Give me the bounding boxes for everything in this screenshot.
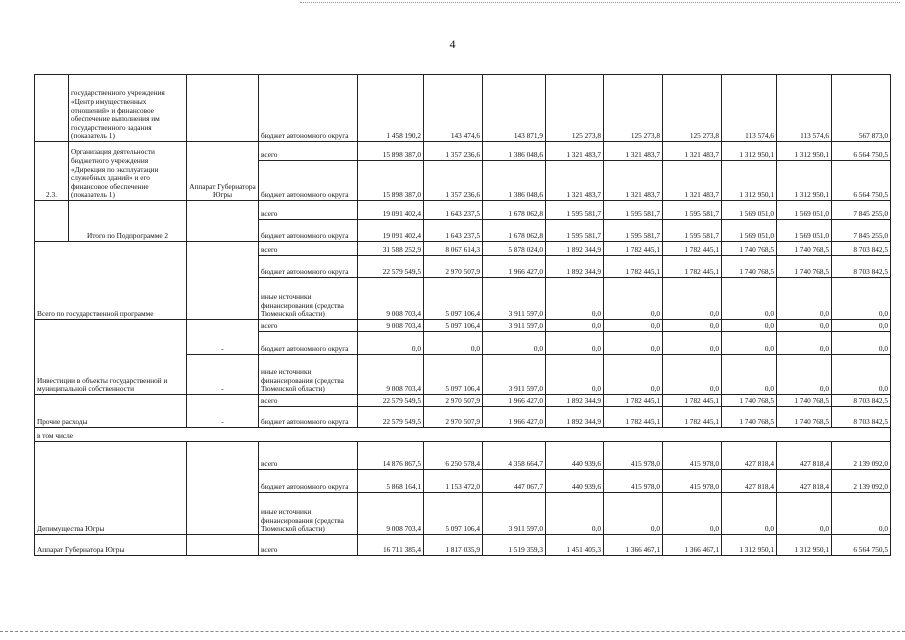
value-cell: 1 966 427,0	[483, 407, 546, 428]
value-cell: 1 740 768,5	[722, 256, 777, 278]
value-cell: 1 740 768,5	[722, 407, 777, 428]
value-cell: 440 939,6	[546, 442, 604, 470]
value-cell: 0,0	[546, 493, 604, 535]
value-cell: 1 366 467,1	[604, 535, 663, 556]
value-cell: 1 595 581,7	[604, 220, 663, 242]
value-cell: 0,0	[722, 355, 777, 395]
value-cell: 2 970 507,9	[424, 395, 483, 407]
value-cell: 143 871,9	[483, 75, 546, 142]
value-cell: 22 579 549,5	[358, 407, 424, 428]
table-row	[35, 442, 891, 470]
value-cell: 1 595 581,7	[663, 201, 722, 220]
value-cell: 1 678 062,8	[483, 220, 546, 242]
value-cell: 1 595 581,7	[663, 220, 722, 242]
value-cell: 0,0	[358, 332, 424, 355]
value-cell: 1 386 048,6	[483, 161, 546, 201]
value-cell: 2 139 092,0	[832, 470, 891, 493]
value-cell: 1 312 950,1	[777, 535, 832, 556]
value-cell: 1 357 236,6	[424, 161, 483, 201]
value-cell: 0,0	[722, 332, 777, 355]
value-cell: 5 097 106,4	[424, 493, 483, 535]
value-cell: 0,0	[722, 320, 777, 332]
value-cell: 4 358 664,7	[483, 442, 546, 470]
value-cell: 9 008 703,4	[358, 493, 424, 535]
value-cell: 0,0	[663, 355, 722, 395]
value-cell: 415 978,0	[663, 442, 722, 470]
value-cell: 1 643 237,5	[424, 220, 483, 242]
value-cell: 16 711 385,4	[358, 535, 424, 556]
value-cell: 1 595 581,7	[604, 201, 663, 220]
value-cell: 1 740 768,5	[777, 407, 832, 428]
funding-source: всего	[259, 201, 358, 220]
budget-table	[34, 74, 891, 556]
value-cell: 0,0	[604, 278, 663, 320]
row-code: 2.3.	[35, 142, 69, 201]
funding-source: бюджет автономного округа	[259, 470, 358, 493]
value-cell: 2 139 092,0	[832, 442, 891, 470]
value-cell: 1 643 237,5	[424, 201, 483, 220]
table-row	[35, 395, 891, 407]
value-cell: 0,0	[483, 332, 546, 355]
funding-source: всего	[259, 535, 358, 556]
value-cell: 8 703 842,5	[832, 407, 891, 428]
value-cell: 0,0	[777, 493, 832, 535]
value-cell: 3 911 597,0	[483, 355, 546, 395]
value-cell: 1 782 445,1	[663, 407, 722, 428]
table-row	[35, 142, 891, 161]
value-cell: 125 273,8	[604, 75, 663, 142]
value-cell: 0,0	[832, 493, 891, 535]
funding-source: бюджет автономного округа	[259, 332, 358, 355]
value-cell: 3 911 597,0	[483, 278, 546, 320]
executor-name: Аппарат Губернатора Югры	[187, 142, 259, 201]
value-cell: 0,0	[663, 320, 722, 332]
value-cell: 1 569 051,0	[777, 220, 832, 242]
value-cell: 1 569 051,0	[722, 220, 777, 242]
value-cell: 1 366 467,1	[663, 535, 722, 556]
value-cell: 0,0	[424, 332, 483, 355]
funding-source: бюджет автономного округа	[259, 220, 358, 242]
value-cell: 1 386 048,6	[483, 142, 546, 161]
value-cell: 5 878 024,0	[483, 242, 546, 256]
funding-source: иные источники финансирования (средства Тюменской области)	[259, 493, 358, 535]
value-cell: 6 564 750,5	[832, 142, 891, 161]
value-cell: 6 564 750,5	[832, 161, 891, 201]
table-row	[35, 428, 891, 442]
value-cell: 427 818,4	[722, 470, 777, 493]
value-cell: 1 321 483,7	[663, 161, 722, 201]
value-cell: 0,0	[777, 320, 832, 332]
value-cell: 113 574,6	[777, 75, 832, 142]
value-cell: 1 312 950,1	[722, 535, 777, 556]
table-row	[35, 242, 891, 256]
value-cell: 0,0	[546, 332, 604, 355]
funding-source: всего	[259, 142, 358, 161]
value-cell: 1 782 445,1	[604, 242, 663, 256]
value-cell: 9 008 703,4	[358, 278, 424, 320]
page-number: 4	[449, 37, 456, 51]
funding-source: бюджет автономного округа	[259, 407, 358, 428]
total-label: Всего по государственной программе	[35, 242, 187, 320]
value-cell: 125 273,8	[663, 75, 722, 142]
value-cell: 0,0	[832, 278, 891, 320]
investments-label: Инвестиции в объекты государственной и муниципальной собственности	[35, 320, 187, 395]
value-cell: 14 876 867,5	[358, 442, 424, 470]
value-cell: 143 474,6	[424, 75, 483, 142]
table-row	[35, 320, 891, 332]
value-cell: 5 097 106,4	[424, 320, 483, 332]
value-cell: 0,0	[722, 278, 777, 320]
value-cell: 1 569 051,0	[777, 201, 832, 220]
funding-source: иные источники финансирования (средства Тюменской области)	[259, 355, 358, 395]
value-cell: 1 451 405,3	[546, 535, 604, 556]
value-cell: 1 740 768,5	[777, 256, 832, 278]
value-cell: 22 579 549,5	[358, 395, 424, 407]
value-cell: 6 564 750,5	[832, 535, 891, 556]
value-cell: 125 273,8	[546, 75, 604, 142]
value-cell: 1 892 344,9	[546, 407, 604, 428]
value-cell: 1 678 062,8	[483, 201, 546, 220]
value-cell: 0,0	[832, 355, 891, 395]
value-cell: 0,0	[604, 355, 663, 395]
value-cell: 1 740 768,5	[777, 395, 832, 407]
value-cell: 8 703 842,5	[832, 242, 891, 256]
value-cell: 3 911 597,0	[483, 493, 546, 535]
value-cell: 1 892 344,9	[546, 256, 604, 278]
value-cell: 427 818,4	[722, 442, 777, 470]
funding-source: иные источники финансирования (средства Тюменской области)	[259, 278, 358, 320]
value-cell: 0,0	[777, 278, 832, 320]
value-cell: 0,0	[546, 278, 604, 320]
table-row	[35, 201, 891, 220]
subtotal-label: Итого по Подпрограмме 2	[69, 201, 187, 242]
value-cell: 7 845 255,0	[832, 201, 891, 220]
value-cell: 1 458 190,2	[358, 75, 424, 142]
value-cell: 0,0	[663, 278, 722, 320]
value-cell: 1 312 950,1	[777, 142, 832, 161]
value-cell: 0,0	[663, 332, 722, 355]
value-cell: 1 892 344,9	[546, 395, 604, 407]
value-cell: 1 782 445,1	[663, 395, 722, 407]
value-cell: 1 892 344,9	[546, 242, 604, 256]
value-cell: 1 740 768,5	[777, 242, 832, 256]
value-cell: 1 321 483,7	[604, 161, 663, 201]
value-cell: 1 740 768,5	[722, 242, 777, 256]
value-cell: 9 008 703,4	[358, 355, 424, 395]
value-cell: 8 703 842,5	[832, 395, 891, 407]
value-cell: 1 312 950,1	[722, 142, 777, 161]
value-cell: 8 703 842,5	[832, 256, 891, 278]
value-cell: 22 579 549,5	[358, 256, 424, 278]
table-row	[35, 535, 891, 556]
value-cell: 1 966 427,0	[483, 256, 546, 278]
value-cell: 1 782 445,1	[663, 256, 722, 278]
value-cell: 31 588 252,9	[358, 242, 424, 256]
value-cell: 0,0	[777, 355, 832, 395]
value-cell: 1 595 581,7	[546, 220, 604, 242]
value-cell: 1 782 445,1	[604, 395, 663, 407]
scan-artifact-line	[0, 631, 905, 632]
value-cell: 1 782 445,1	[663, 242, 722, 256]
value-cell: 0,0	[832, 332, 891, 355]
funding-source: всего	[259, 442, 358, 470]
value-cell: 3 911 597,0	[483, 320, 546, 332]
value-cell: 8 067 614,3	[424, 242, 483, 256]
funding-source: бюджет автономного округа	[259, 161, 358, 201]
value-cell: 2 970 507,9	[424, 407, 483, 428]
value-cell: 7 845 255,0	[832, 220, 891, 242]
value-cell: 1 519 359,3	[483, 535, 546, 556]
value-cell: 1 321 483,7	[663, 142, 722, 161]
value-cell: 415 978,0	[604, 470, 663, 493]
funding-source: всего	[259, 320, 358, 332]
value-cell: 415 978,0	[604, 442, 663, 470]
table-row	[35, 75, 891, 142]
value-cell: 0,0	[546, 320, 604, 332]
funding-source: всего	[259, 242, 358, 256]
department-label: Депимущества Югры	[35, 442, 187, 535]
value-cell: 5 097 106,4	[424, 355, 483, 395]
value-cell: 1 782 445,1	[604, 407, 663, 428]
value-cell: 15 898 387,0	[358, 161, 424, 201]
value-cell: 0,0	[777, 332, 832, 355]
value-cell: 427 818,4	[777, 442, 832, 470]
including-label: в том числе	[35, 428, 891, 442]
value-cell: 19 091 402,4	[358, 201, 424, 220]
value-cell: 440 939,6	[546, 470, 604, 493]
funding-source: бюджет автономного округа	[259, 75, 358, 142]
value-cell: 0,0	[546, 355, 604, 395]
value-cell: 5 868 164,1	[358, 470, 424, 493]
value-cell: 0,0	[832, 320, 891, 332]
value-cell: 15 898 387,0	[358, 142, 424, 161]
value-cell: 1 569 051,0	[722, 201, 777, 220]
value-cell: 1 817 035,9	[424, 535, 483, 556]
value-cell: 5 097 106,4	[424, 278, 483, 320]
value-cell: 19 091 402,4	[358, 220, 424, 242]
dash-mark: -	[187, 355, 259, 395]
program-name: государственного учреждения «Центр имущественных отношений» и финансовое обеспечение выполнения им государственного задания (показатель 1)	[69, 75, 187, 142]
value-cell: 6 250 578,4	[424, 442, 483, 470]
value-cell: 1 321 483,7	[604, 142, 663, 161]
funding-source: всего	[259, 395, 358, 407]
value-cell: 0,0	[722, 493, 777, 535]
value-cell: 0,0	[604, 320, 663, 332]
value-cell: 0,0	[663, 493, 722, 535]
value-cell: 427 818,4	[777, 470, 832, 493]
value-cell: 567 873,0	[832, 75, 891, 142]
scan-artifact-line	[300, 2, 900, 3]
other-expenses-label: Прочие расходы	[35, 395, 187, 428]
dash-mark: -	[187, 320, 259, 355]
value-cell: 1 595 581,7	[546, 201, 604, 220]
value-cell: 2 970 507,9	[424, 256, 483, 278]
value-cell: 1 312 950,1	[722, 161, 777, 201]
value-cell: 113 574,6	[722, 75, 777, 142]
value-cell: 1 740 768,5	[722, 395, 777, 407]
value-cell: 1 321 483,7	[546, 142, 604, 161]
value-cell: 1 153 472,0	[424, 470, 483, 493]
value-cell: 1 321 483,7	[546, 161, 604, 201]
value-cell: 0,0	[604, 332, 663, 355]
value-cell: 0,0	[604, 493, 663, 535]
value-cell: 415 978,0	[663, 470, 722, 493]
funding-source: бюджет автономного округа	[259, 256, 358, 278]
value-cell: 9 008 703,4	[358, 320, 424, 332]
value-cell: 1 312 950,1	[777, 161, 832, 201]
department-label: Аппарат Губернатора Югры	[35, 535, 187, 556]
value-cell: 447 067,7	[483, 470, 546, 493]
value-cell: 1 966 427,0	[483, 395, 546, 407]
program-name: Организация деятельности бюджетного учреждения «Дирекция по эксплуатации служебных зданий» и его финансовое обеспечение (показатель 1)	[69, 142, 187, 201]
value-cell: 1 357 236,6	[424, 142, 483, 161]
value-cell: 1 782 445,1	[604, 256, 663, 278]
dash-mark: -	[187, 395, 259, 428]
